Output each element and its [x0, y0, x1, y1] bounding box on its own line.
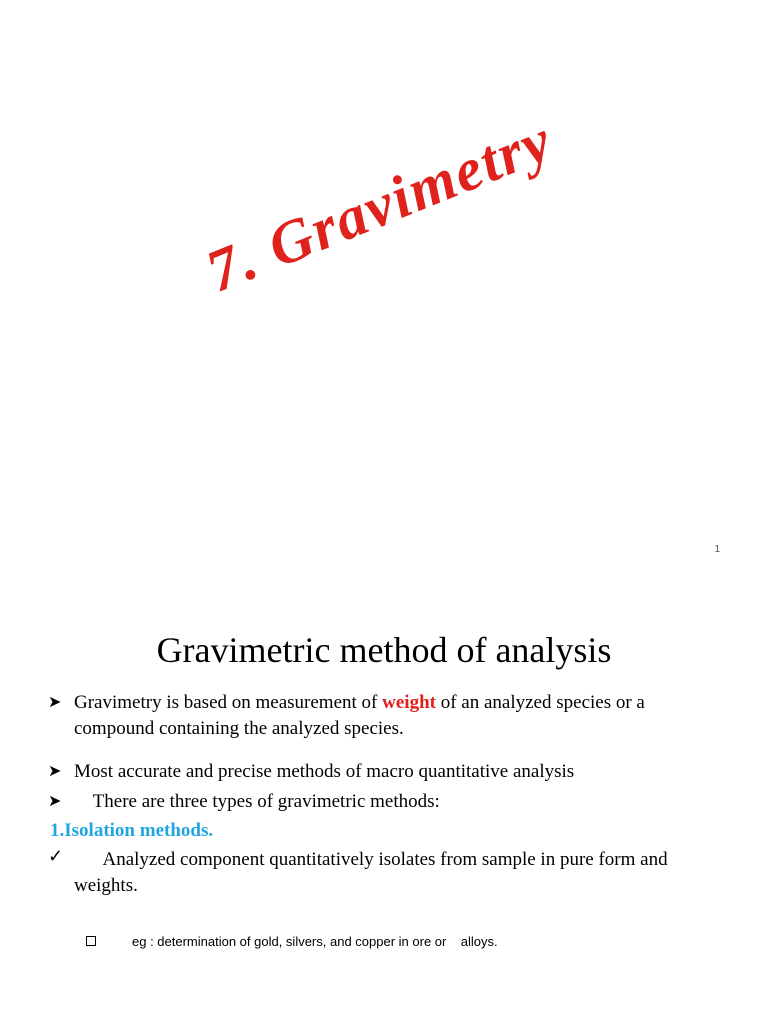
example-text: eg : determination of gold, silvers, and copper in ore or alloys. [132, 934, 498, 949]
slide-title: 7. Gravimetry [197, 106, 562, 305]
arrow-bullet-icon: ➤ [48, 694, 62, 711]
bullet-1-text-a: Gravimetry is based on measurement of [74, 692, 383, 713]
check-item-text: Analyzed component quantitatively isolates from sample in pure form and weights. [74, 849, 673, 896]
slide-heading: Gravimetric method of analysis [156, 630, 612, 670]
bullet-1-text-b: of an analyzed species or a compound containing the analyzed species. [74, 692, 645, 739]
highlight-weight: weight [382, 692, 436, 713]
arrow-bullet-icon: ➤ [48, 793, 62, 810]
square-bullet-icon [86, 936, 96, 946]
check-icon: ✓ [48, 846, 64, 866]
slide-2 [0, 576, 768, 1024]
bullet-text-3: There are three types of gravimetric methods: [74, 791, 440, 812]
page-number: 1 [714, 544, 720, 555]
arrow-bullet-icon: ➤ [48, 763, 62, 780]
bullet-text-2: Most accurate and precise methods of macro quantitative analysis [74, 761, 575, 782]
section-heading: 1.Isolation methods. [50, 820, 214, 841]
bullet-text-1 [74, 690, 724, 742]
